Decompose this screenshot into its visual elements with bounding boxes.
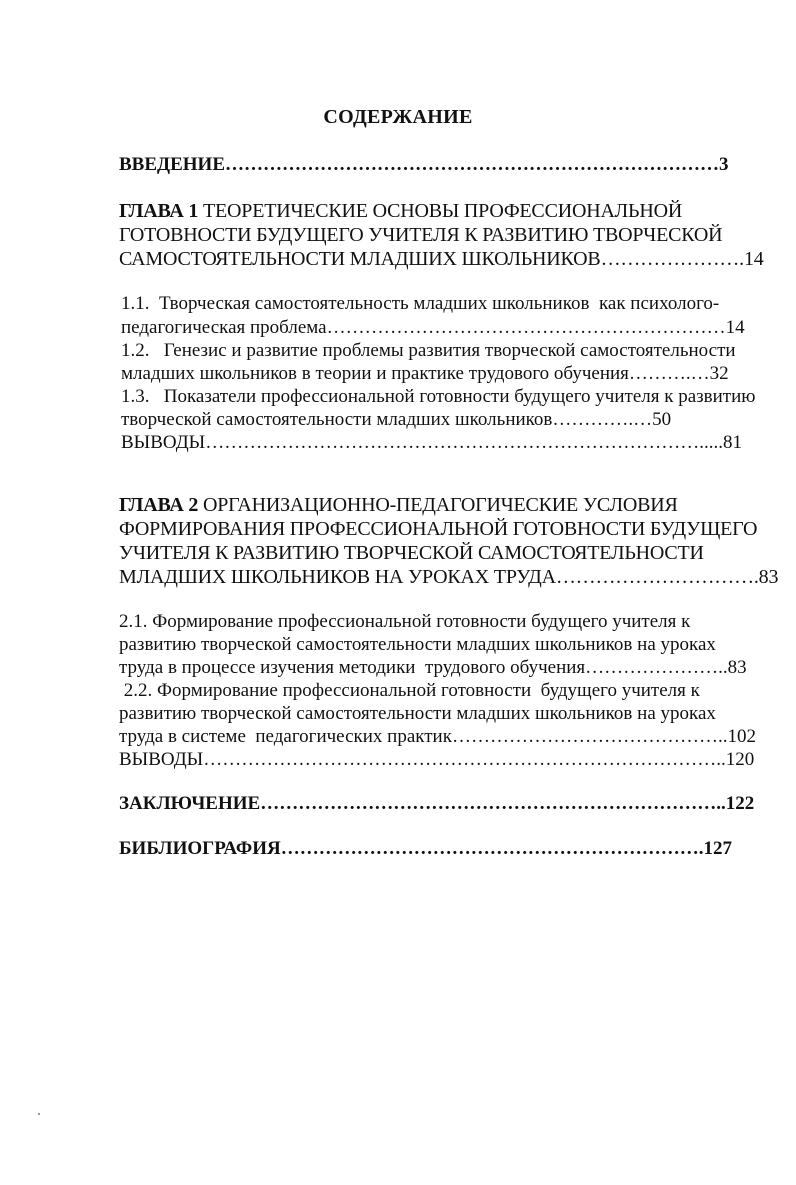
toc-entry-chapter-2 xyxy=(119,493,678,517)
chapter-1-title-line-2: ГОТОВНОСТИ БУДУЩЕГО УЧИТЕЛЯ К РАЗВИТИЮ ТВОРЧЕСКОЙ xyxy=(119,224,723,246)
toc-entry-conclusion: ЗАКЛЮЧЕНИЕ………………………………………………………………..122 xyxy=(119,793,755,814)
toc-entry-section-1-1: 1.1. Творческая самостоятельность младших школьников как психолого- xyxy=(121,293,720,314)
page-title: СОДЕРЖАНИЕ xyxy=(323,106,473,128)
chapter-1-title-line-1: ТЕОРЕТИЧЕСКИЕ ОСНОВЫ ПРОФЕССИОНАЛЬНОЙ xyxy=(198,200,683,222)
section-2-2-line-2: развитию творческой самостоятельности младших школьников на уроках xyxy=(119,703,716,724)
toc-entry-section-2-2: 2.2. Формирование профессиональной готовности будущего учителя к xyxy=(119,680,700,701)
chapter-2-title-line-2: ФОРМИРОВАНИЯ ПРОФЕССИОНАЛЬНОЙ ГОТОВНОСТИ БУДУЩЕГО xyxy=(119,518,758,540)
toc-entry-bibliography: БИБЛИОГРАФИЯ………………………………………………………….127 xyxy=(119,838,733,859)
chapter-2-title-line-3: УЧИТЕЛЯ К РАЗВИТИЮ ТВОРЧЕСКОЙ САМОСТОЯТЕЛЬНОСТИ xyxy=(119,542,704,564)
section-1-1-line-2: педагогическая проблема………………………………………………………14 xyxy=(121,317,745,338)
chapter-2-number: ГЛАВА 2 xyxy=(119,494,199,516)
toc-entry-chapter-1 xyxy=(119,199,682,223)
section-1-2-line-2: младших школьников в теории и практике трудового обучения……….…32 xyxy=(121,363,729,384)
toc-entry-section-1-3: 1.3. Показатели профессиональной готовности будущего учителя к развитию xyxy=(121,386,756,407)
section-2-1-line-3: труда в процессе изучения методики трудового обучения…………………..83 xyxy=(119,657,747,678)
toc-entry-section-2-1: 2.1. Формирование профессиональной готовности будущего учителя к xyxy=(119,611,691,632)
section-1-3-line-2: творческой самостоятельности младших школьников………….…50 xyxy=(121,409,672,430)
scan-speck xyxy=(38,1113,40,1115)
chapter-1-title-line-3: САМОСТОЯТЕЛЬНОСТИ МЛАДШИХ ШКОЛЬНИКОВ………………….14 xyxy=(119,248,764,270)
toc-entry-chapter-1-conclusions: ВЫВОДЫ…………………………………………………………………….....81 xyxy=(121,432,742,453)
chapter-2-title-line-4: МЛАДШИХ ШКОЛЬНИКОВ НА УРОКАХ ТРУДА………………………….83 xyxy=(119,566,779,588)
toc-entry-section-1-2: 1.2. Генезис и развитие проблемы развития творческой самостоятельности xyxy=(121,340,736,361)
section-2-1-line-2: развитию творческой самостоятельности младших школьников на уроках xyxy=(119,634,716,655)
chapter-1-number: ГЛАВА 1 xyxy=(119,200,199,222)
section-2-2-line-3: труда в системе педагогических практик……………………………………..102 xyxy=(119,726,756,747)
chapter-2-title-line-1: ОРГАНИЗАЦИОННО-ПЕДАГОГИЧЕСКИЕ УСЛОВИЯ xyxy=(198,494,678,516)
toc-entry-introduction: ВВЕДЕНИЕ……………………………………………………………………3 xyxy=(119,154,729,175)
toc-entry-chapter-2-conclusions: ВЫВОДЫ………………………………………………………………………..120 xyxy=(119,749,755,770)
